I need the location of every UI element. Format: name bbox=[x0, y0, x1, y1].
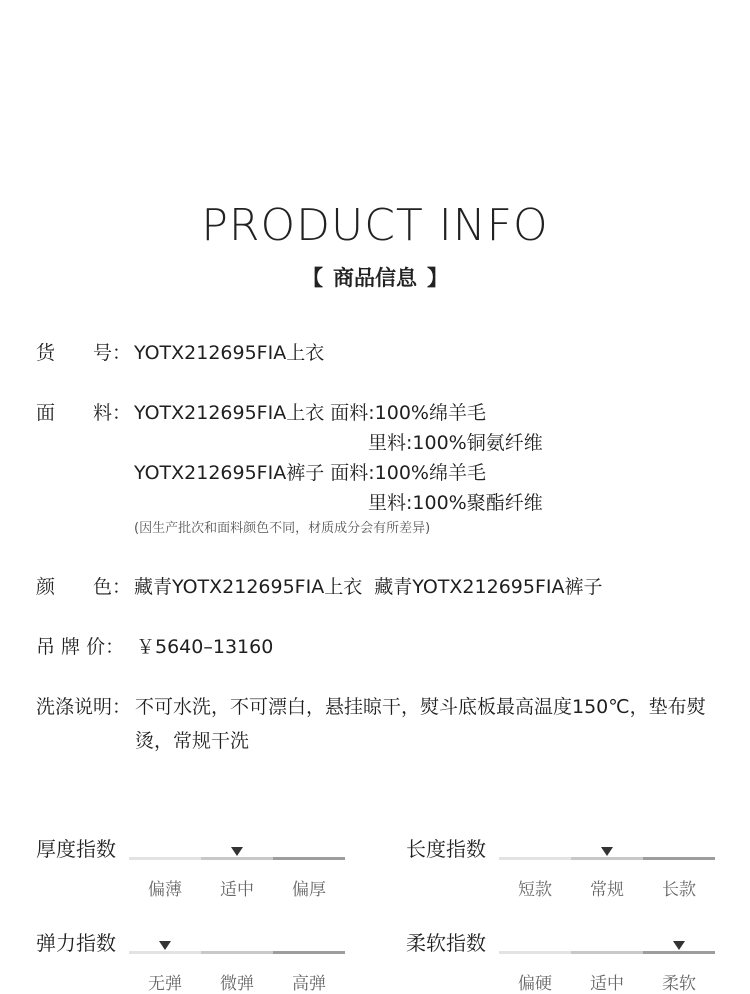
index-segment bbox=[201, 951, 273, 954]
index-option-label: 柔软 bbox=[662, 974, 696, 994]
index-marker-icon bbox=[231, 847, 243, 856]
item-no-value: YOTX212695FIA上衣 bbox=[134, 342, 325, 364]
color-label: 颜 色： bbox=[36, 576, 132, 598]
index-option-label: 适中 bbox=[220, 880, 254, 900]
fabric-note: (因生产批次和面料颜色不同，材质成分会有所差异) bbox=[134, 521, 431, 536]
fabric-line-3: YOTX212695FIA裤子 面料:100%绵羊毛 bbox=[134, 462, 486, 484]
fabric-label: 面 料： bbox=[36, 402, 132, 424]
index-option-label: 高弹 bbox=[292, 974, 326, 994]
index-segment bbox=[499, 857, 571, 860]
bracket-left: 【 bbox=[302, 266, 323, 290]
index-segment bbox=[129, 857, 201, 860]
index-option-label: 无弹 bbox=[148, 974, 182, 994]
index-segment bbox=[643, 857, 715, 860]
index-option-label: 常规 bbox=[590, 880, 624, 900]
index-option-label: 短款 bbox=[518, 880, 552, 900]
fabric-line-1: YOTX212695FIA上衣 面料:100%绵羊毛 bbox=[134, 402, 486, 424]
index-segment bbox=[201, 857, 273, 860]
care-label: 洗涤说明： bbox=[36, 696, 132, 718]
index-segment bbox=[571, 951, 643, 954]
title-cn bbox=[0, 262, 750, 292]
index-bar bbox=[499, 857, 715, 860]
index-option-label: 长款 bbox=[662, 880, 696, 900]
index-bar bbox=[499, 951, 715, 954]
index-option-label: 偏厚 bbox=[292, 880, 326, 900]
price-label: 吊 牌 价： bbox=[36, 636, 125, 658]
index-segment bbox=[273, 857, 345, 860]
index-segment bbox=[273, 951, 345, 954]
index-segment bbox=[499, 951, 571, 954]
title-en: PRODUCT INFO bbox=[201, 200, 549, 251]
fabric-line-2: 里料:100%铜氨纤维 bbox=[368, 432, 543, 454]
index-option-label: 偏薄 bbox=[148, 880, 182, 900]
index-option-label: 微弹 bbox=[220, 974, 254, 994]
bracket-right: 】 bbox=[427, 266, 448, 290]
care-value: 不可水洗，不可漂白，悬挂晾干，熨斗底板最高温度150℃，垫布熨烫，常规干洗 bbox=[135, 696, 706, 752]
index-option-label: 适中 bbox=[590, 974, 624, 994]
index-segment bbox=[643, 951, 715, 954]
index-bar bbox=[129, 857, 345, 860]
index-segment bbox=[571, 857, 643, 860]
index-label: 弹力指数 bbox=[36, 931, 116, 955]
index-marker-icon bbox=[601, 847, 613, 856]
index-label: 厚度指数 bbox=[36, 837, 116, 861]
index-bar bbox=[129, 951, 345, 954]
color-value: 藏青YOTX212695FIA上衣 藏青YOTX212695FIA裤子 bbox=[134, 576, 603, 598]
index-segment bbox=[129, 951, 201, 954]
index-label: 长度指数 bbox=[406, 837, 486, 861]
index-marker-icon bbox=[673, 941, 685, 950]
price-value: ￥5640–13160 bbox=[136, 636, 274, 658]
fabric-line-4: 里料:100%聚酯纤维 bbox=[368, 492, 543, 514]
item-no-label: 货 号： bbox=[36, 342, 132, 364]
index-label: 柔软指数 bbox=[406, 931, 486, 955]
title-cn-text: 商品信息 bbox=[333, 266, 417, 290]
index-option-label: 偏硬 bbox=[518, 974, 552, 994]
index-marker-icon bbox=[159, 941, 171, 950]
